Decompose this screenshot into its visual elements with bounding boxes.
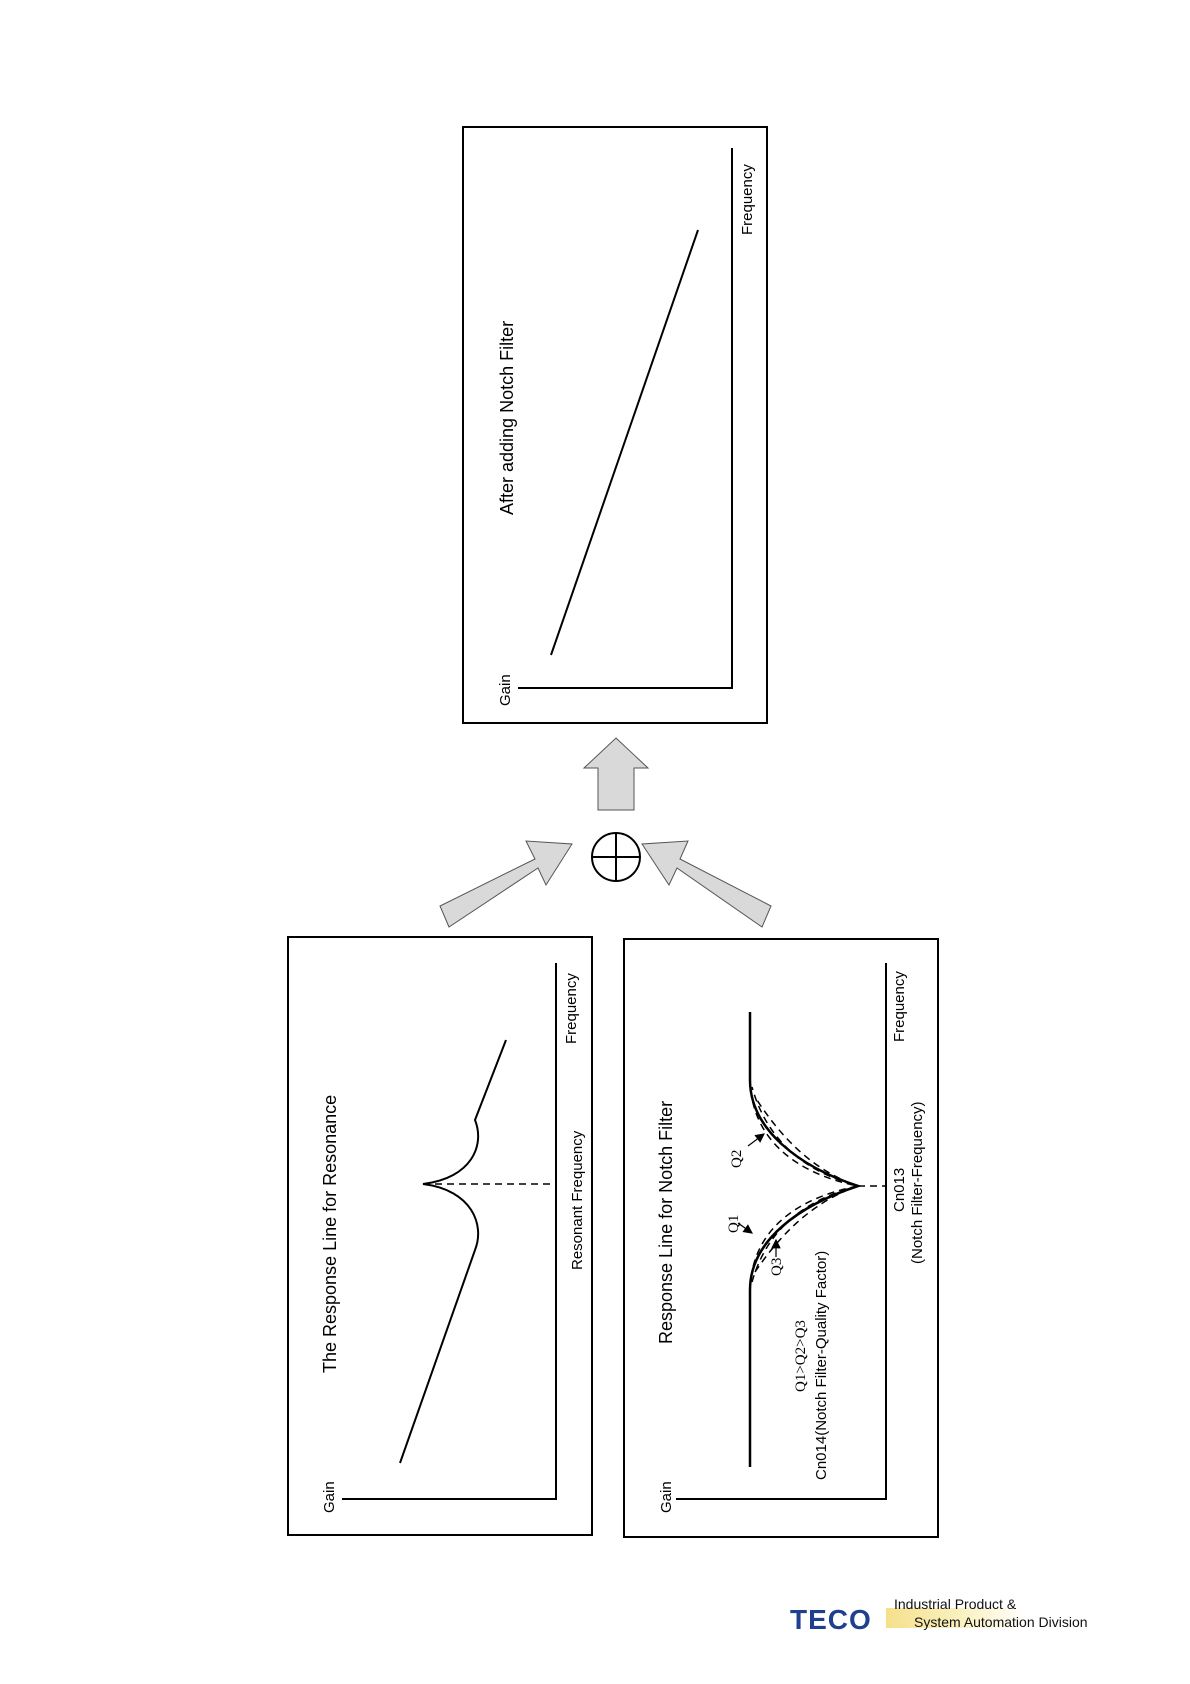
result-x-axis-label: Frequency [739,164,756,235]
resonance-y-axis-label: Gain [321,1481,338,1513]
notch-x-axis-label: Frequency [891,971,908,1042]
notch-curve-q1 [750,1080,858,1290]
notch-curve [750,1012,858,1467]
quality-param-label: Cn014(Notch Filter-Quality Factor) [813,1250,830,1480]
frequency-param-desc: (Notch Filter-Frequency) [909,1101,926,1264]
resonance-title: The Response Line for Resonance [320,1094,340,1373]
notch-axes [676,963,886,1499]
result-y-axis-label: Gain [497,674,514,706]
resonant-frequency-label: Resonant Frequency [569,1130,586,1270]
resonance-panel [288,937,592,1535]
right-arrow [642,841,771,927]
q1-label: Q1 [726,1214,742,1233]
teco-logo: TECO [790,1604,872,1635]
notch-y-axis-label: Gain [658,1481,675,1513]
frequency-param-label: Cn013 [891,1167,908,1212]
resonance-axes [342,963,556,1499]
notch-curve-q3 [755,1097,858,1272]
left-arrow [440,841,572,927]
q-order-label: Q1>Q2>Q3 [793,1320,809,1392]
resonance-x-axis-label: Frequency [563,973,580,1044]
q3-label: Q3 [769,1257,785,1276]
sum-junction-icon [592,833,640,881]
footer [790,1594,1120,1634]
q2-arrow [748,1134,764,1146]
q2-label: Q2 [729,1149,745,1168]
result-panel [463,127,767,723]
notch-panel [624,939,938,1537]
division-line-2: System Automation Division [914,1614,1088,1630]
result-gain-line [551,230,698,655]
resonance-curve [400,1040,506,1463]
result-title: After adding Notch Filter [497,320,517,515]
notch-title: Response Line for Notch Filter [656,1100,676,1344]
up-arrow [584,738,648,810]
combine-arrows [440,738,771,927]
result-axes [518,148,732,688]
division-line-1: Industrial Product & [894,1596,1017,1612]
